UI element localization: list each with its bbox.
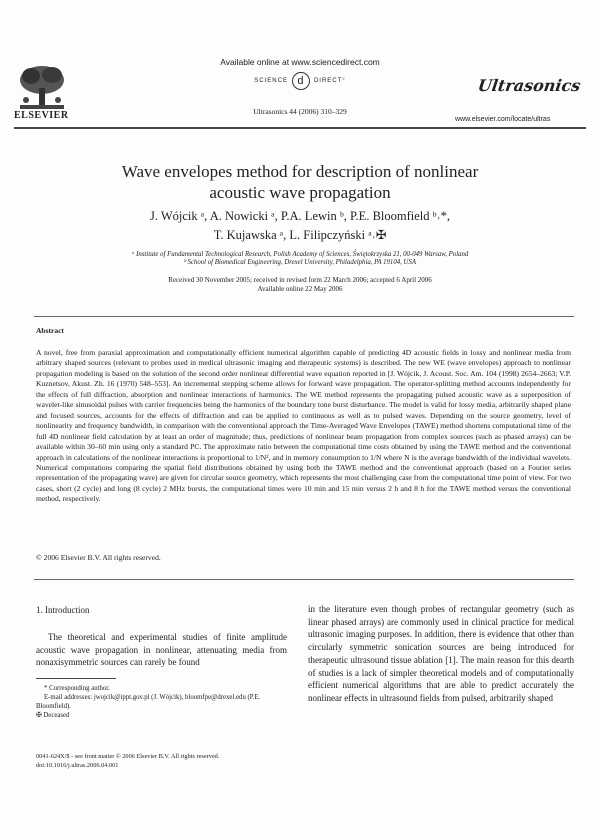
footnote-email: E-mail addresses: jwojcik@ippt.gov.pl (J. Wójcik), bloomfpe@drexel.edu (P.E. Bloomfield). [36,694,261,710]
abstract-bottom-rule [34,579,574,580]
abstract-body: A novel, free from paraxial approximation and computationally efficient numerical algorithm capable of predicting 4D acoustic fields in lossy and nonlinear media from arbitrary shaped sources (relevant to probes used in medical ultrasonic imaging and therapeutic systems) is described. The new WE (wave envelopes) approach to nonlinear propagation modeling is based on the solution of the second order nonlinear differential wave equation reported in [J. Wójcik, J. Acoust. Soc. Am. 104 (1998) 2654–2663; V.P. Kuznetsov, Akust. Zh. 16 (1970) 548–553]. An incremental stepping scheme allows for forward wave propagation. The operator-splitting method accounts independently for the effects of full diffraction, absorption and nonlinear interactions of harmonics. The WE method represents the propagating pulsed acoustic wave as a superposition of wavelet-like sinusoidal pulses with carrier frequencies being the harmonics of the boundary tone burst disturbance. The model is valid for lossy media, arbitrarily shaped plane and focused sources, accounts for the effects of diffraction and can be applied to continuous as well as to pulsed waves. Depending on the source geometry, level of nonlinearity and frequency bandwidth, in comparison with the conventional approach the Time-Averaged Wave Envelopes (TAWE) method shortens computational time of the full 4D nonlinear field calculation by at least an order of magnitude; thus, predictions of nonlinear beam propagation from complex sources (such as phased arrays) can be available within 30–60 min using only a standard PC. The approximate ratio between the computational time costs obtained by using the TAWE method and the conventional approach in calculations of the nonlinear interactions is proportional to 1/N², and in memory consumption to 1/N where N is the average bandwidth of the individual wavelets. Numerical computations comparing the spatial field distributions obtained by using both the TAWE method and the conventional approach (based on a Fourier series representation of the propagating wave) are given for circular source geometry, which represents the most challenging case from the computational time point of view. For two cases, short (2 cycle) and long (8 cycle) 2 MHz bursts, the computational times were 10 min and 15 min versus 2 h and 8 h for the TAWE method versus the conventional method, respectively. [36,348,571,504]
sd-left: SCIENCE [254,78,288,84]
footnote-deceased: ✠ Deceased [36,712,70,719]
abstract-top-rule [34,316,574,317]
abstract-heading: Abstract [36,326,64,335]
journal-logo: Ultrasonics [476,76,582,95]
sd-at-icon: d [292,72,310,90]
intro-heading: 1. Introduction [36,605,90,615]
journal-url: www.elsevier.com/locate/ultras [455,116,551,123]
affiliation-a: ᵃ Institute of Fundamental Technological Research, Polish Academy of Sciences, Świętokrzyska 21, 00-049 Warsaw, Poland [131,251,469,258]
footnote-corresponding: * Corresponding author. [44,685,110,692]
received-dates: Received 30 November 2005; received in revised form 22 March 2006; accepted 6 April 2006 [168,276,432,284]
available-online-date: Available online 22 May 2006 [257,285,343,293]
title-line-1: Wave envelopes method for description of nonlinear [121,162,479,181]
intro-left-column: The theoretical and experimental studies of finite amplitude acoustic wave propagation in nonlinear, attenuating media from nonaxisymmetric sources can rarely be found [36,632,287,667]
publisher-name: ELSEVIER [14,110,69,121]
available-online: Available online at www.sciencedirect.com [220,57,380,67]
affiliation-b: ᵇ School of Biomedical Engineering, Drexel University, Philadelphia, PA 19104, USA [183,259,416,266]
intro-right-column: in the literature even though probes of rectangular geometry (such as linear phased arrays) are commonly used in clinical practice for medical ultrasonic imaging purposes. In addition, there is evidence that other than circularly symmetric sonication sources are being introduced for therapeutic ultrasound tissue ablation [1]. The main reason for this dearth of studies is a lack of simpler theoretical models and of computationally efficient numerical algorithms that are able to predict accurately the nonlinear effects in ultrasound fields from pulsed, arbitrarily shaped [308,604,574,703]
authors-line-1: J. Wójcik ᵃ, A. Nowicki ᵃ, P.A. Lewin ᵇ, P.E. Bloomfield ᵇ˒*, [149,209,451,223]
sciencedirect-logo [210,72,390,90]
sd-right: DIRECT° [313,78,346,84]
footnote-rule [36,678,116,679]
article-title [0,161,600,203]
issn-line: 0041-624X/$ - see front matter © 2006 Elsevier B.V. All rights reserved. [36,753,220,760]
copyright-notice: © 2006 Elsevier B.V. All rights reserved. [36,553,161,562]
doi-line: doi:10.1016/j.ultras.2006.04.001 [36,762,119,769]
authors-line-2: T. Kujawska ᵃ, L. Filipczyński ᵃ˒✠ [213,228,387,242]
journal-citation: Ultrasonics 44 (2006) 310–329 [253,107,347,116]
title-line-2: acoustic wave propagation [209,183,391,202]
elsevier-tree-logo [16,62,68,112]
header-rule [14,127,586,129]
